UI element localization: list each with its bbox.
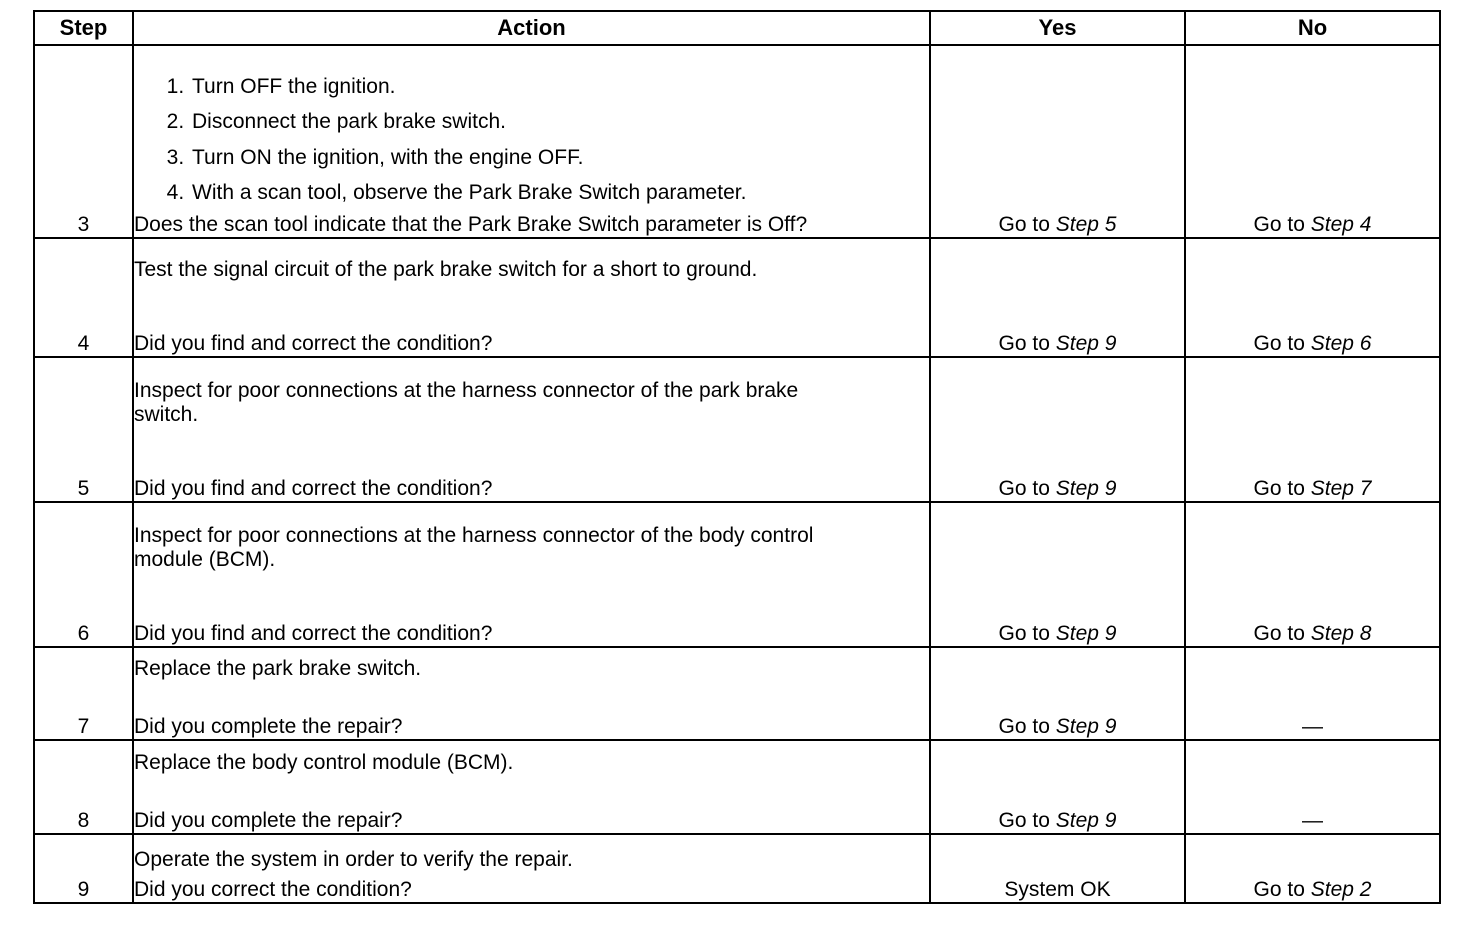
no-step-link: Step 6 <box>1310 331 1372 355</box>
no-prefix: Go to <box>1253 212 1311 236</box>
yes-cell <box>930 834 1185 903</box>
no-prefix: Go to <box>1253 621 1311 645</box>
table-row <box>34 834 1440 903</box>
header-action: Action <box>133 11 930 45</box>
list-item: 4. With a scan tool, observe the Park Brake Switch parameter. <box>190 181 929 205</box>
yes-cell <box>930 740 1185 834</box>
question-text: Did you correct the condition? <box>134 877 412 901</box>
action-cell <box>133 357 930 502</box>
action-description: Inspect for poor connections at the harness connector of the body control module (BCM). <box>134 523 814 571</box>
step-number: 7 <box>34 647 133 740</box>
action-description: Inspect for poor connections at the harness connector of the park brake switch. <box>134 378 799 426</box>
table-row <box>34 45 1440 238</box>
no-dash: — <box>1302 714 1323 738</box>
action-description: Replace the park brake switch. <box>134 656 422 680</box>
yes-cell <box>930 357 1185 502</box>
action-cell <box>133 238 930 357</box>
no-cell <box>1185 45 1440 238</box>
yes-prefix: Go to <box>998 808 1056 832</box>
action-cell <box>133 45 930 238</box>
table-row <box>34 502 1440 647</box>
action-cell <box>133 740 930 834</box>
no-prefix: Go to <box>1253 877 1311 901</box>
header-step: Step <box>34 11 133 45</box>
question-text: Did you find and correct the condition? <box>134 331 493 355</box>
step-number: 4 <box>34 238 133 357</box>
header-row <box>34 11 1440 45</box>
step-number: 8 <box>34 740 133 834</box>
yes-prefix: Go to <box>998 212 1056 236</box>
numbered-list <box>134 75 929 205</box>
action-description: Replace the body control module (BCM). <box>134 750 514 774</box>
no-cell <box>1185 502 1440 647</box>
action-description: Operate the system in order to verify the repair. <box>134 847 573 871</box>
step-number: 6 <box>34 502 133 647</box>
no-step-link: Step 8 <box>1310 621 1372 645</box>
list-item: 1. Turn OFF the ignition. <box>190 75 929 99</box>
action-cell <box>133 834 930 903</box>
yes-step-link: Step 9 <box>1055 808 1117 832</box>
yes-result-text: System OK <box>1004 877 1111 901</box>
no-step-link: Step 2 <box>1310 877 1372 901</box>
header-no: No <box>1185 11 1440 45</box>
table-row <box>34 740 1440 834</box>
question-text: Did you find and correct the condition? <box>134 476 493 500</box>
yes-prefix: Go to <box>998 476 1056 500</box>
table-row <box>34 238 1440 357</box>
yes-step-link: Step 9 <box>1055 714 1117 738</box>
yes-cell <box>930 238 1185 357</box>
action-cell <box>133 647 930 740</box>
list-item: 2. Disconnect the park brake switch. <box>190 110 929 134</box>
diagnostic-table <box>33 10 1441 904</box>
no-cell <box>1185 740 1440 834</box>
action-cell <box>133 502 930 647</box>
yes-cell <box>930 647 1185 740</box>
yes-step-link: Step 5 <box>1055 212 1117 236</box>
no-prefix: Go to <box>1253 331 1311 355</box>
no-step-link: Step 4 <box>1310 212 1372 236</box>
question-text: Did you find and correct the condition? <box>134 621 493 645</box>
yes-step-link: Step 9 <box>1055 621 1117 645</box>
yes-prefix: Go to <box>998 714 1056 738</box>
yes-cell <box>930 45 1185 238</box>
no-step-link: Step 7 <box>1310 476 1372 500</box>
step-number: 5 <box>34 357 133 502</box>
step-number: 3 <box>34 45 133 238</box>
yes-prefix: Go to <box>998 621 1056 645</box>
question-text: Does the scan tool indicate that the Park Brake Switch parameter is Off? <box>134 212 808 236</box>
no-cell <box>1185 238 1440 357</box>
yes-cell <box>930 502 1185 647</box>
no-cell <box>1185 647 1440 740</box>
yes-step-link: Step 9 <box>1055 476 1117 500</box>
list-item: 3. Turn ON the ignition, with the engine OFF. <box>190 146 929 170</box>
yes-step-link: Step 9 <box>1055 331 1117 355</box>
yes-prefix: Go to <box>998 331 1056 355</box>
no-cell <box>1185 357 1440 502</box>
action-description: Test the signal circuit of the park brake switch for a short to ground. <box>134 257 758 281</box>
question-text: Did you complete the repair? <box>134 714 403 738</box>
question-text: Did you complete the repair? <box>134 808 403 832</box>
no-dash: — <box>1302 808 1323 832</box>
header-yes: Yes <box>930 11 1185 45</box>
step-number: 9 <box>34 834 133 903</box>
table-row <box>34 647 1440 740</box>
table-row <box>34 357 1440 502</box>
no-prefix: Go to <box>1253 476 1311 500</box>
no-cell <box>1185 834 1440 903</box>
